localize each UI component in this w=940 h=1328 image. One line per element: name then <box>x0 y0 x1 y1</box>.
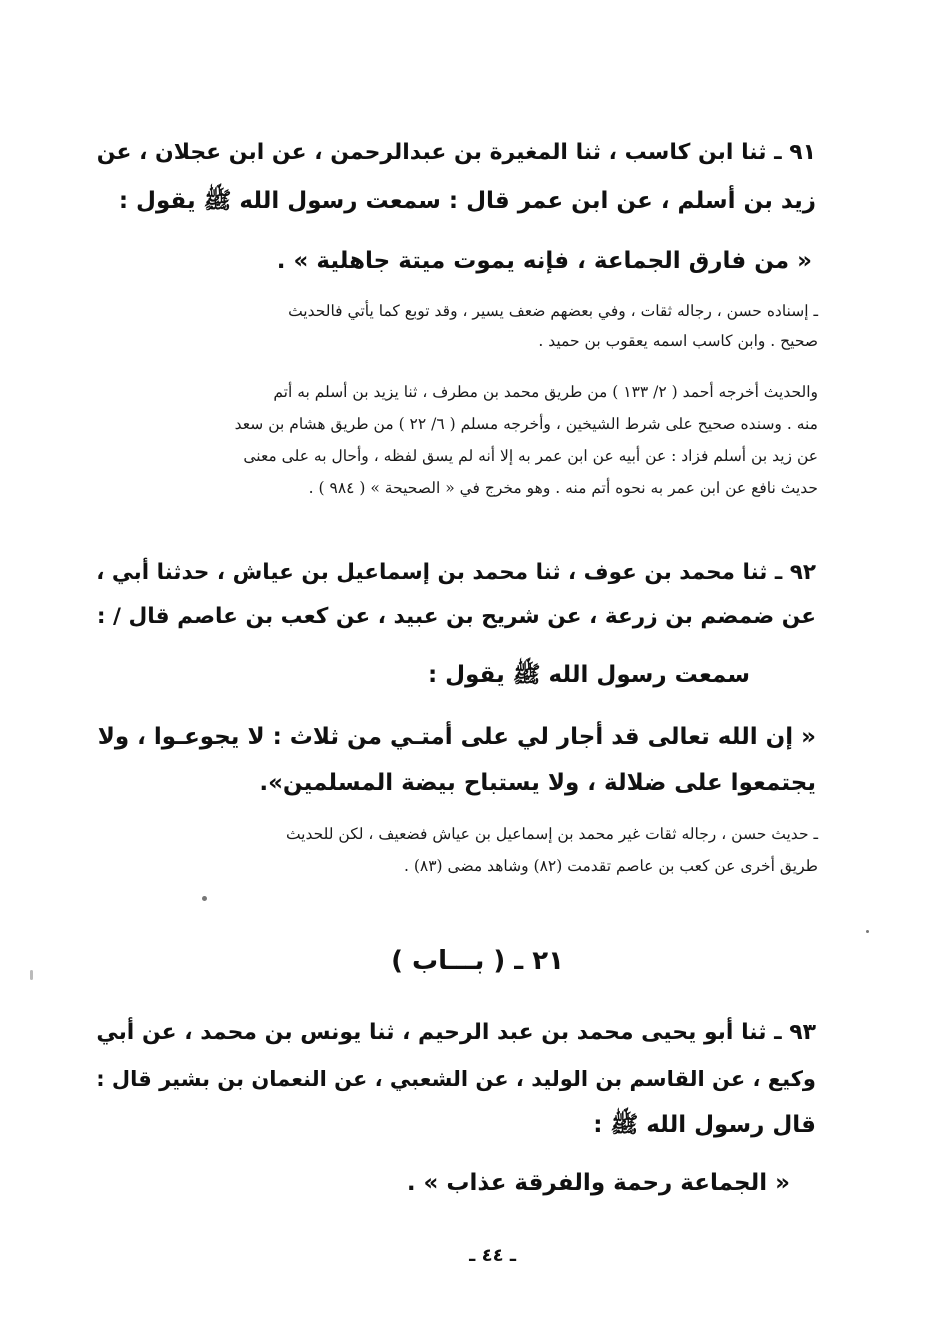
scan-speck <box>202 896 207 901</box>
note-line: ـ حديث حسن ، رجاله ثقات غير محمد بن إسماعيل بن عياش فضعيف ، لكن للحديث <box>285 825 818 843</box>
hadith-93-line-1: ٩٣ ـ ثنا أبو يحيى محمد بن عبد الرحيم ، ثنا يونس بن محمد ، عن أبي <box>96 1020 816 1045</box>
note-line: طريق أخرى عن كعب بن عاصم تقدمت (٨٢) وشاهد مضى (٨٣) . <box>403 857 818 875</box>
hadith-91-quote: « من فارق الجماعة ، فإنه يموت ميتة جاهلية » . <box>276 248 812 274</box>
hadith-91-line-2: زيد بن أسلم ، عن ابن عمر قال : سمعت رسول الله ﷺ يقول : <box>118 188 816 214</box>
hadith-92-line-1: ٩٢ ـ ثنا محمد بن عوف ، ثنا محمد بن إسماعيل بن عياش ، حدثنا أبي ، <box>96 560 816 585</box>
hadith-93-quote: « الجماعة رحمة والفرقة عذاب » . <box>406 1170 790 1196</box>
hadith-91-line-1: ٩١ ـ ثنا ابن كاسب ، ثنا المغيرة بن عبدالرحمن ، عن ابن عجلان ، عن <box>96 140 816 165</box>
hadith-92-grading-note <box>286 818 818 882</box>
takhrij-line: عن زيد بن أسلم فزاد : عن أبيه عن ابن عمر به إلا أنه لم يسق لفظه ، وأحال به على معنى <box>243 447 818 465</box>
hadith-92-quote-line-2: يجتمعوا على ضلالة ، ولا يستباح بيضة المسلمين». <box>259 770 816 796</box>
note-line: صحيح . وابن كاسب اسمه يعقوب بن حميد . <box>538 332 818 350</box>
hadith-91-takhrij <box>235 376 818 504</box>
takhrij-line: حديث نافع عن ابن عمر به نحوه أتم منه . وهو مخرج في « الصحيحة » ( ٩٨٤ ) . <box>308 479 818 497</box>
takhrij-line: منه . وسنده صحيح على شرط الشيخين ، وأخرجه مسلم ( ٦/ ٢٢ ) من طريق هشام بن سعد <box>234 415 818 433</box>
hadith-93-line-2: وكيع ، عن القاسم بن الوليد ، عن الشعبي ، عن النعمان بن بشير قال : <box>96 1066 816 1091</box>
chapter-heading: ٢١ ـ ( بـــاب ) <box>391 946 564 976</box>
hadith-92-line-3: سمعت رسول الله ﷺ يقول : <box>427 662 750 688</box>
takhrij-line: والحديث أخرجه أحمد ( ٢/ ١٣٣ ) من طريق محمد بن مطرف ، ثنا يزيد بن أسلم به أتم <box>273 383 818 401</box>
hadith-92-line-2: عن ضمضم بن زرعة ، عن شريح بن عبيد ، عن كعب بن عاصم قال / : <box>96 604 816 629</box>
scan-speck <box>866 930 869 933</box>
hadith-91-grading-note <box>288 296 818 356</box>
note-line: ـ إسناده حسن ، رجاله ثقات ، وفي بعضهم ضعف يسير ، وقد توبع كما يأتي فالحديث <box>288 302 818 320</box>
page-number: ـ ٤٤ ـ <box>469 1245 516 1266</box>
hadith-92-quote-line-1: « إن الله تعالى قد أجار لي على أمتـي من ثلاث : لا يجوعـوا ، ولا <box>97 724 816 750</box>
hadith-93-line-3: قال رسول الله ﷺ : <box>593 1112 816 1138</box>
scan-speck <box>30 970 33 980</box>
